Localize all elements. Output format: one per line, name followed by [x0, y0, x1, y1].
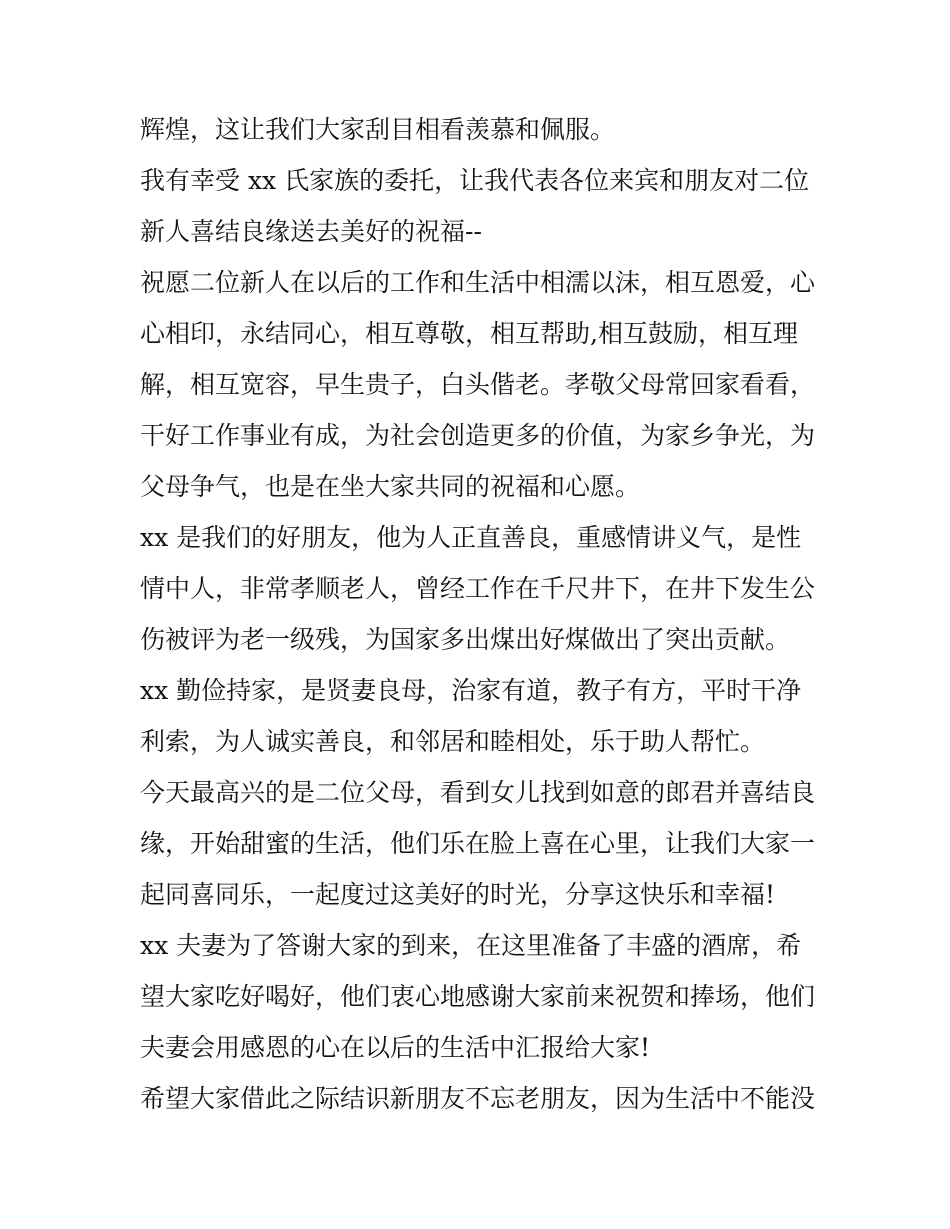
- text-line: 伤被评为老一级残，为国家多出煤出好煤做出了突出贡献。: [140, 625, 791, 654]
- text-line: xx 是我们的好朋友，他为人正直善良，重感情讲义气，是性: [140, 523, 802, 552]
- text-line: 情中人，非常孝顺老人，曾经工作在千尺井下，在井下发生公: [140, 574, 816, 603]
- text-line: xx 勤俭持家，是贤妻良母，治家有道，教子有方，平时干净: [140, 676, 802, 705]
- text-line: 今天最高兴的是二位父母，看到女儿找到如意的郎君并喜结良: [140, 778, 816, 807]
- text-line: 辉煌，这让我们大家刮目相看羡慕和佩服。: [140, 115, 616, 144]
- text-line: 希望大家借此之际结识新朋友不忘老朋友，因为生活中不能没: [140, 1084, 816, 1113]
- text-line: xx 夫妻为了答谢大家的到来，在这里准备了丰盛的酒席，希: [140, 931, 802, 960]
- text-line: 利索，为人诚实善良，和邻居和睦相处，乐于助人帮忙。: [140, 727, 766, 756]
- text-line: 干好工作事业有成，为社会创造更多的价值，为家乡争光，为: [140, 421, 816, 450]
- text-line: 祝愿二位新人在以后的工作和生活中相濡以沫，相互恩爱，心: [140, 268, 816, 297]
- text-line: 起同喜同乐，一起度过这美好的时光，分享这快乐和幸福!: [140, 880, 776, 909]
- text-line: 父母争气，也是在坐大家共同的祝福和心愿。: [140, 472, 641, 501]
- text-line: 我有幸受 xx 氏家族的委托，让我代表各位来宾和朋友对二位: [140, 166, 810, 195]
- text-line: 新人喜结良缘送去美好的祝福--: [140, 217, 482, 246]
- text-line: 解，相互宽容，早生贵子，白头偕老。孝敬父母常回家看看，: [140, 370, 816, 399]
- document-body: [140, 104, 820, 1124]
- text-line: 夫妻会用感恩的心在以后的生活中汇报给大家!: [140, 1033, 651, 1062]
- text-line: 望大家吃好喝好，他们衷心地感谢大家前来祝贺和捧场，他们: [140, 982, 816, 1011]
- text-line: 心相印，永结同心，相互尊敬，相互帮助,相互鼓励，相互理: [140, 319, 798, 348]
- text-line: 缘，开始甜蜜的生活，他们乐在脸上喜在心里，让我们大家一: [140, 829, 816, 858]
